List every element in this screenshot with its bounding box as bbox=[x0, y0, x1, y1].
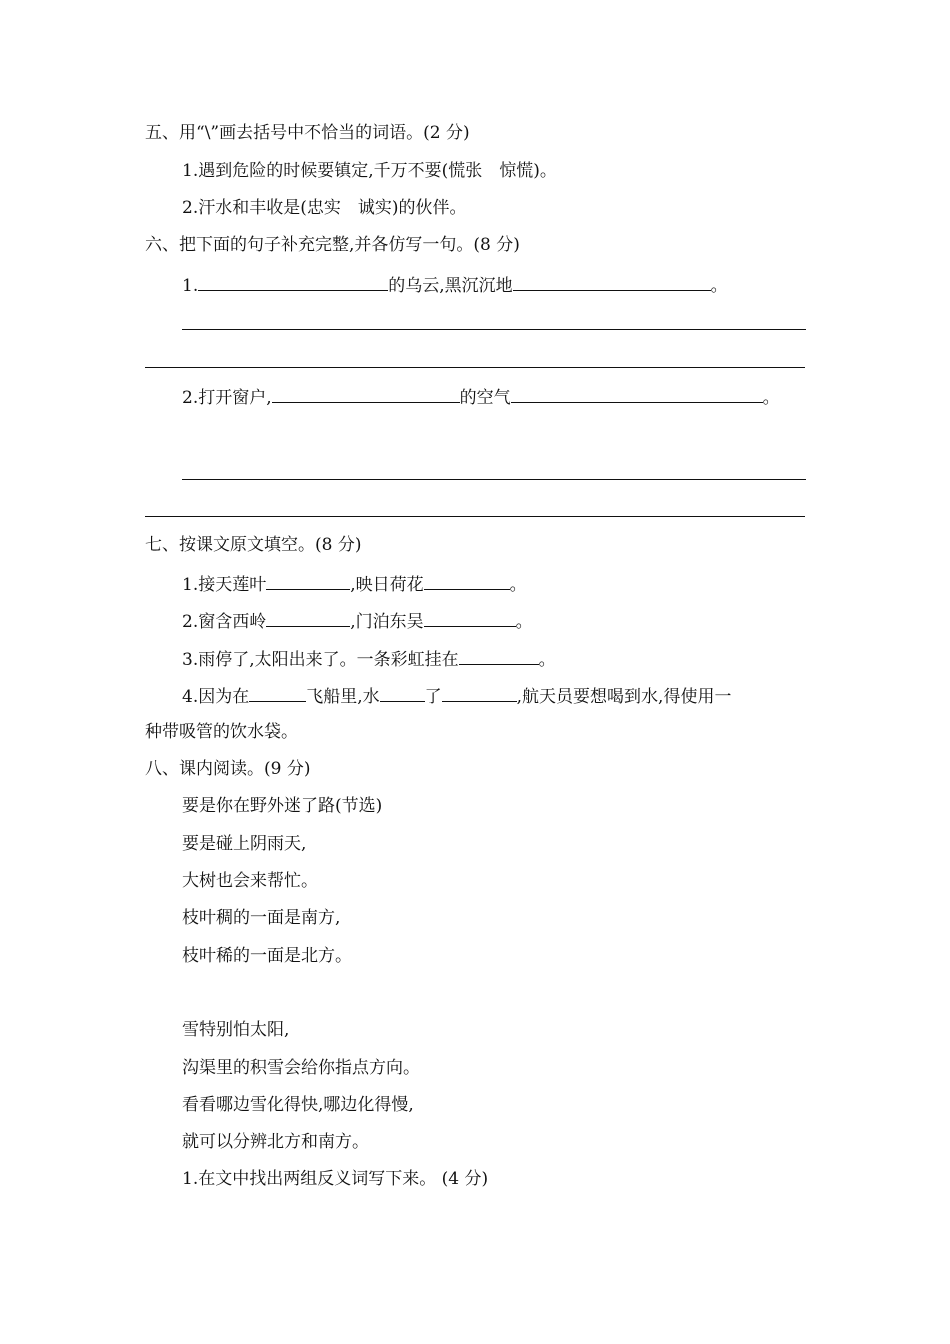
item-end: 。 bbox=[509, 575, 527, 595]
section-7-item-4 bbox=[182, 684, 731, 708]
item-end: 。 bbox=[538, 650, 556, 670]
item-text: 4.因为在 bbox=[182, 687, 250, 707]
poem-line: 枝叶稀的一面是北方。 bbox=[182, 946, 352, 966]
item-text: 2.窗含西岭 bbox=[182, 612, 267, 632]
poem-title: 要是你在野外迷了路(节选) bbox=[182, 796, 383, 816]
fill-blank[interactable] bbox=[198, 273, 388, 291]
item-number: 1. bbox=[182, 276, 199, 296]
section-6-title: 六、把下面的句子补充完整,并各仿写一句。(8 分) bbox=[145, 235, 520, 255]
answer-line[interactable] bbox=[182, 479, 806, 480]
item-text: 1.接天莲叶 bbox=[182, 575, 267, 595]
item-text: ,映日荷花 bbox=[350, 575, 424, 595]
poem-line: 就可以分辨北方和南方。 bbox=[182, 1132, 369, 1152]
item-text: 飞船里,水 bbox=[306, 687, 380, 707]
item-text: 的空气 bbox=[459, 388, 511, 408]
fill-blank[interactable] bbox=[380, 684, 425, 702]
item-text: ,门泊东吴 bbox=[350, 612, 424, 632]
answer-line[interactable] bbox=[145, 367, 805, 368]
poem-line: 沟渠里的积雪会给你指点方向。 bbox=[182, 1058, 420, 1078]
section-7-item-2 bbox=[182, 609, 533, 633]
item-end: 。 bbox=[710, 276, 728, 296]
section-6-item-2 bbox=[182, 385, 780, 409]
fill-blank[interactable] bbox=[459, 647, 539, 665]
section-5-item-1: 1.遇到危险的时候要镇定,千万不要(慌张 惊慌)。 bbox=[182, 161, 557, 181]
item-end: 。 bbox=[515, 612, 533, 632]
section-5-title: 五、用“\”画去括号中不恰当的词语。(2 分) bbox=[145, 123, 470, 143]
fill-blank[interactable] bbox=[266, 572, 350, 590]
fill-blank[interactable] bbox=[424, 609, 516, 627]
fill-blank[interactable] bbox=[442, 684, 517, 702]
fill-blank[interactable] bbox=[249, 684, 306, 702]
item-text: 3.雨停了,太阳出来了。一条彩虹挂在 bbox=[182, 650, 459, 670]
item-text: 了 bbox=[424, 687, 442, 707]
fill-blank[interactable] bbox=[513, 273, 711, 291]
section-7-item-4-continued: 种带吸管的饮水袋。 bbox=[145, 722, 298, 742]
answer-line[interactable] bbox=[182, 329, 806, 330]
section-6-item-1 bbox=[182, 273, 728, 297]
poem-line: 雪特别怕太阳, bbox=[182, 1020, 290, 1040]
section-5-item-2: 2.汗水和丰收是(忠实 诚实)的伙伴。 bbox=[182, 198, 467, 218]
section-7-item-3 bbox=[182, 647, 556, 671]
item-text: ,航天员要想喝到水,得使用一 bbox=[516, 687, 732, 707]
fill-blank[interactable] bbox=[272, 385, 460, 403]
section-7-item-1 bbox=[182, 572, 527, 596]
poem-line: 枝叶稠的一面是南方, bbox=[182, 908, 341, 928]
fill-blank[interactable] bbox=[266, 609, 350, 627]
item-text: 的乌云,黑沉沉地 bbox=[388, 276, 513, 296]
item-end: 。 bbox=[762, 388, 780, 408]
poem-line: 大树也会来帮忙。 bbox=[182, 871, 318, 891]
fill-blank[interactable] bbox=[511, 385, 763, 403]
section-8-title: 八、课内阅读。(9 分) bbox=[145, 759, 311, 779]
fill-blank[interactable] bbox=[424, 572, 510, 590]
section-8-question-1: 1.在文中找出两组反义词写下来。 (4 分) bbox=[182, 1169, 489, 1189]
section-7-title: 七、按课文原文填空。(8 分) bbox=[145, 535, 362, 555]
poem-line: 要是碰上阴雨天, bbox=[182, 834, 307, 854]
answer-line[interactable] bbox=[145, 516, 805, 517]
item-text: 2.打开窗户, bbox=[182, 388, 272, 408]
poem-line: 看看哪边雪化得快,哪边化得慢, bbox=[182, 1095, 414, 1115]
